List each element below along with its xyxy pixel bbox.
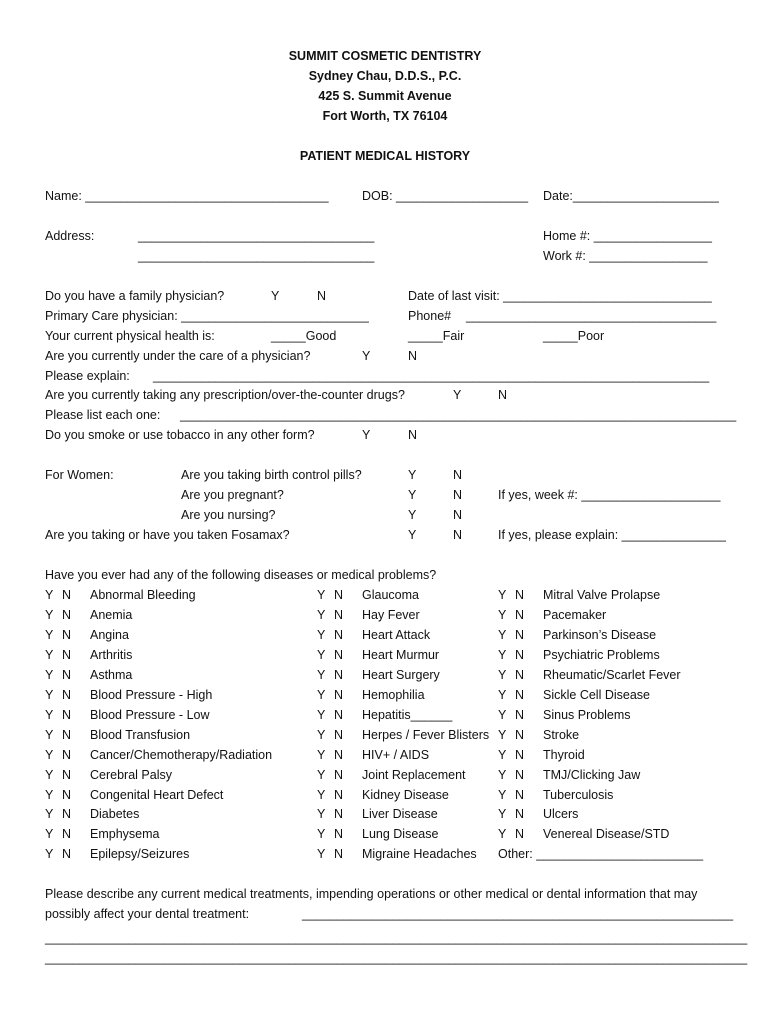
health-poor-option[interactable]: _____Poor (543, 329, 605, 343)
disease-label: Sickle Cell Disease (543, 688, 650, 702)
no-option[interactable]: N (408, 349, 418, 363)
disease-yes-option[interactable]: Y (45, 728, 54, 742)
disease-label: Blood Transfusion (90, 728, 191, 742)
disease-no-option[interactable]: N (515, 768, 525, 782)
smoke-question: Do you smoke or use tobacco in any other form? (45, 428, 315, 442)
under-care-question: Are you currently under the care of a physician? (45, 349, 311, 363)
disease-no-option[interactable]: N (334, 688, 344, 702)
disease-no-option[interactable]: N (334, 827, 344, 841)
disease-label: Heart Surgery (362, 668, 440, 682)
disease-label: Psychiatric Problems (543, 648, 660, 662)
disease-label: Liver Disease (362, 807, 438, 821)
disease-yes-option[interactable]: Y (45, 608, 54, 622)
no-option[interactable]: N (408, 428, 418, 442)
disease-no-option[interactable]: N (515, 668, 525, 682)
disease-no-option[interactable]: N (62, 708, 72, 722)
work-phone-field[interactable]: Work #: _________________ (543, 249, 708, 263)
no-option[interactable]: N (317, 289, 327, 303)
doctor-name: Sydney Chau, D.D.S., P.C. (308, 69, 462, 83)
disease-no-option[interactable]: N (62, 668, 72, 682)
disease-label: Heart Attack (362, 628, 431, 642)
family-physician-question: Do you have a family physician? (45, 289, 225, 303)
disease-no-option[interactable]: N (515, 688, 525, 702)
disease-yes-option[interactable]: Y (498, 788, 507, 802)
disease-no-option[interactable]: N (62, 688, 72, 702)
disease-label: Stroke (543, 728, 580, 742)
address-line-1[interactable]: __________________________________ (138, 229, 375, 243)
nursing-question: Are you nursing? (181, 508, 276, 522)
disease-no-option[interactable]: N (62, 628, 72, 642)
disease-label: Hay Fever (362, 608, 420, 622)
disease-no-option[interactable]: N (62, 728, 72, 742)
disease-yes-option[interactable]: Y (45, 768, 54, 782)
list-each-label: Please list each one: (45, 408, 161, 422)
disease-yes-option[interactable]: Y (317, 628, 326, 642)
no-option[interactable]: N (453, 508, 463, 522)
disease-no-option[interactable]: N (334, 768, 344, 782)
disease-label: Angina (90, 628, 129, 642)
disease-no-option[interactable]: N (334, 748, 344, 762)
form-title: PATIENT MEDICAL HISTORY (299, 149, 471, 163)
fosamax-question: Are you taking or have you taken Fosamax? (45, 528, 290, 542)
disease-yes-option[interactable]: Y (498, 748, 507, 762)
disease-yes-option[interactable]: Y (45, 748, 54, 762)
disease-label: Joint Replacement (362, 768, 466, 782)
phone-label: Phone# (408, 309, 452, 323)
disease-yes-option[interactable]: Y (317, 668, 326, 682)
disease-label: Venereal Disease/STD (543, 827, 670, 841)
disease-no-option[interactable]: N (62, 788, 72, 802)
yes-option[interactable]: Y (408, 528, 417, 542)
no-option[interactable]: N (453, 528, 463, 542)
treatment-answer-line[interactable]: _____________________________________________________________________________________________________ (45, 931, 748, 945)
disease-yes-option[interactable]: Y (317, 827, 326, 841)
disease-yes-option[interactable]: Y (317, 748, 326, 762)
disease-no-option[interactable]: N (515, 608, 525, 622)
practice-street: 425 S. Summit Avenue (318, 89, 452, 103)
practice-city: Fort Worth, TX 76104 (322, 109, 448, 123)
explain-line[interactable]: ________________________________________________________________________________ (153, 369, 710, 383)
disease-no-option[interactable]: N (62, 847, 72, 861)
disease-label: Hemophilia (362, 688, 425, 702)
disease-no-option[interactable]: N (62, 807, 72, 821)
disease-label: Congenital Heart Defect (90, 788, 224, 802)
yes-option[interactable]: Y (408, 468, 417, 482)
disease-no-option[interactable]: N (334, 668, 344, 682)
disease-no-option[interactable]: N (515, 708, 525, 722)
disease-label: Glaucoma (362, 588, 419, 602)
disease-label: Anemia (90, 608, 133, 622)
describe-treatments-text: Please describe any current medical treatments, impending operations or other medical or dental information that may (45, 887, 698, 901)
disease-yes-option[interactable]: Y (498, 688, 507, 702)
list-each-line[interactable]: ________________________________________________________________________________ (180, 408, 737, 422)
disease-yes-option[interactable]: Y (317, 788, 326, 802)
disease-yes-option[interactable]: Y (317, 728, 326, 742)
disease-label: Emphysema (90, 827, 160, 841)
disease-label: Thyroid (543, 748, 585, 762)
diseases-question: Have you ever had any of the following diseases or medical problems? (45, 568, 437, 582)
disease-yes-option[interactable]: Y (317, 608, 326, 622)
address-line-2[interactable]: __________________________________ (138, 249, 375, 263)
other-disease-field[interactable]: Other: ________________________ (498, 847, 704, 861)
disease-no-option[interactable]: N (515, 807, 525, 821)
no-option[interactable]: N (453, 468, 463, 482)
no-option[interactable]: N (498, 388, 508, 402)
disease-no-option[interactable]: N (334, 628, 344, 642)
disease-yes-option[interactable]: Y (317, 708, 326, 722)
name-field[interactable]: Name: ___________________________________ (45, 189, 329, 203)
primary-care-field[interactable]: Primary Care physician: ___________________________ (45, 309, 369, 323)
disease-label: Ulcers (543, 807, 579, 821)
dob-field[interactable]: DOB: ___________________ (362, 189, 529, 203)
yes-option[interactable]: Y (362, 428, 371, 442)
disease-no-option[interactable]: N (334, 788, 344, 802)
disease-yes-option[interactable]: Y (498, 628, 507, 642)
disease-yes-option[interactable]: Y (498, 668, 507, 682)
disease-label: Tuberculosis (543, 788, 614, 802)
disease-label: Heart Murmur (362, 648, 440, 662)
disease-label: Parkinson’s Disease (543, 628, 657, 642)
disease-label: Arthritis (90, 648, 133, 662)
disease-no-option[interactable]: N (334, 648, 344, 662)
disease-no-option[interactable]: N (515, 827, 525, 841)
disease-label: TMJ/Clicking Jaw (543, 768, 641, 782)
yes-option[interactable]: Y (408, 508, 417, 522)
treatment-answer-line[interactable]: _____________________________________________________________________________________________________ (45, 951, 748, 965)
disease-label: Abnormal Bleeding (90, 588, 196, 602)
phone-line[interactable]: ____________________________________ (466, 309, 717, 323)
yes-option[interactable]: Y (362, 349, 371, 363)
disease-yes-option[interactable]: Y (45, 827, 54, 841)
drugs-question: Are you currently taking any prescription/over-the-counter drugs? (45, 388, 405, 402)
disease-label: Hepatitis______ (362, 708, 453, 722)
disease-no-option[interactable]: N (62, 608, 72, 622)
disease-yes-option[interactable]: Y (498, 588, 507, 602)
disease-yes-option[interactable]: Y (498, 807, 507, 821)
for-women-label: For Women: (45, 468, 114, 482)
yes-option[interactable]: Y (271, 289, 280, 303)
yes-option[interactable]: Y (453, 388, 462, 402)
disease-label: Mitral Valve Prolapse (543, 588, 661, 602)
disease-yes-option[interactable]: Y (45, 788, 54, 802)
disease-yes-option[interactable]: Y (498, 728, 507, 742)
disease-label: Blood Pressure - High (90, 688, 213, 702)
disease-yes-option[interactable]: Y (45, 668, 54, 682)
disease-no-option[interactable]: N (62, 588, 72, 602)
disease-label: Blood Pressure - Low (90, 708, 210, 722)
pregnant-question: Are you pregnant? (181, 488, 284, 502)
pregnancy-week-field[interactable]: If yes, week #: ____________________ (498, 488, 721, 502)
disease-label: Kidney Disease (362, 788, 449, 802)
birth-control-question: Are you taking birth control pills? (181, 468, 362, 482)
disease-yes-option[interactable]: Y (45, 588, 54, 602)
disease-yes-option[interactable]: Y (498, 827, 507, 841)
disease-label: Herpes / Fever Blisters (362, 728, 490, 742)
disease-yes-option[interactable]: Y (498, 708, 507, 722)
disease-yes-option[interactable]: Y (317, 807, 326, 821)
disease-label: Diabetes (90, 807, 140, 821)
disease-yes-option[interactable]: Y (45, 688, 54, 702)
disease-yes-option[interactable]: Y (498, 648, 507, 662)
practice-name: SUMMIT COSMETIC DENTISTRY (288, 49, 482, 63)
health-fair-option[interactable]: _____Fair (408, 329, 465, 343)
disease-label: Cerebral Palsy (90, 768, 172, 782)
disease-no-option[interactable]: N (62, 648, 72, 662)
fosamax-explain-field[interactable]: If yes, please explain: _______________ (498, 528, 726, 542)
disease-no-option[interactable]: N (62, 748, 72, 762)
date-field[interactable]: Date:_____________________ (543, 189, 719, 203)
describe-treatments-text-2: possibly affect your dental treatment: (45, 907, 250, 921)
disease-yes-option[interactable]: Y (45, 708, 54, 722)
disease-label: Epilepsy/Seizures (90, 847, 190, 861)
disease-yes-option[interactable]: Y (45, 628, 54, 642)
disease-yes-option[interactable]: Y (317, 688, 326, 702)
disease-no-option[interactable]: N (515, 648, 525, 662)
please-explain-label: Please explain: (45, 369, 130, 383)
disease-no-option[interactable]: N (62, 827, 72, 841)
disease-label: Sinus Problems (543, 708, 631, 722)
current-health-label: Your current physical health is: (45, 329, 215, 343)
disease-no-option[interactable]: N (334, 708, 344, 722)
disease-yes-option[interactable]: Y (498, 608, 507, 622)
disease-label: Pacemaker (543, 608, 607, 622)
disease-no-option[interactable]: N (515, 628, 525, 642)
disease-no-option[interactable]: N (334, 588, 344, 602)
disease-yes-option[interactable]: Y (498, 768, 507, 782)
disease-label: HIV+ / AIDS (362, 748, 430, 762)
disease-no-option[interactable]: N (334, 847, 344, 861)
disease-yes-option[interactable]: Y (317, 648, 326, 662)
disease-label: Asthma (90, 668, 133, 682)
last-visit-field[interactable]: Date of last visit: ______________________________ (408, 289, 712, 303)
disease-label: Lung Disease (362, 827, 439, 841)
disease-yes-option[interactable]: Y (45, 807, 54, 821)
treatment-answer-line[interactable]: ______________________________________________________________ (302, 907, 734, 921)
disease-no-option[interactable]: N (515, 788, 525, 802)
disease-no-option[interactable]: N (515, 748, 525, 762)
yes-option[interactable]: Y (408, 488, 417, 502)
disease-no-option[interactable]: N (334, 728, 344, 742)
home-phone-field[interactable]: Home #: _________________ (543, 229, 712, 243)
disease-no-option[interactable]: N (515, 728, 525, 742)
disease-yes-option[interactable]: Y (317, 588, 326, 602)
disease-yes-option[interactable]: Y (45, 847, 54, 861)
disease-yes-option[interactable]: Y (45, 648, 54, 662)
disease-no-option[interactable]: N (334, 608, 344, 622)
disease-label: Cancer/Chemotherapy/Radiation (90, 748, 273, 762)
disease-no-option[interactable]: N (515, 588, 525, 602)
disease-yes-option[interactable]: Y (317, 847, 326, 861)
disease-no-option[interactable]: N (62, 768, 72, 782)
disease-label: Migraine Headaches (362, 847, 477, 861)
health-good-option[interactable]: _____Good (271, 329, 337, 343)
address-label: Address: (45, 229, 95, 243)
disease-no-option[interactable]: N (334, 807, 344, 821)
no-option[interactable]: N (453, 488, 463, 502)
disease-label: Rheumatic/Scarlet Fever (543, 668, 681, 682)
disease-yes-option[interactable]: Y (317, 768, 326, 782)
